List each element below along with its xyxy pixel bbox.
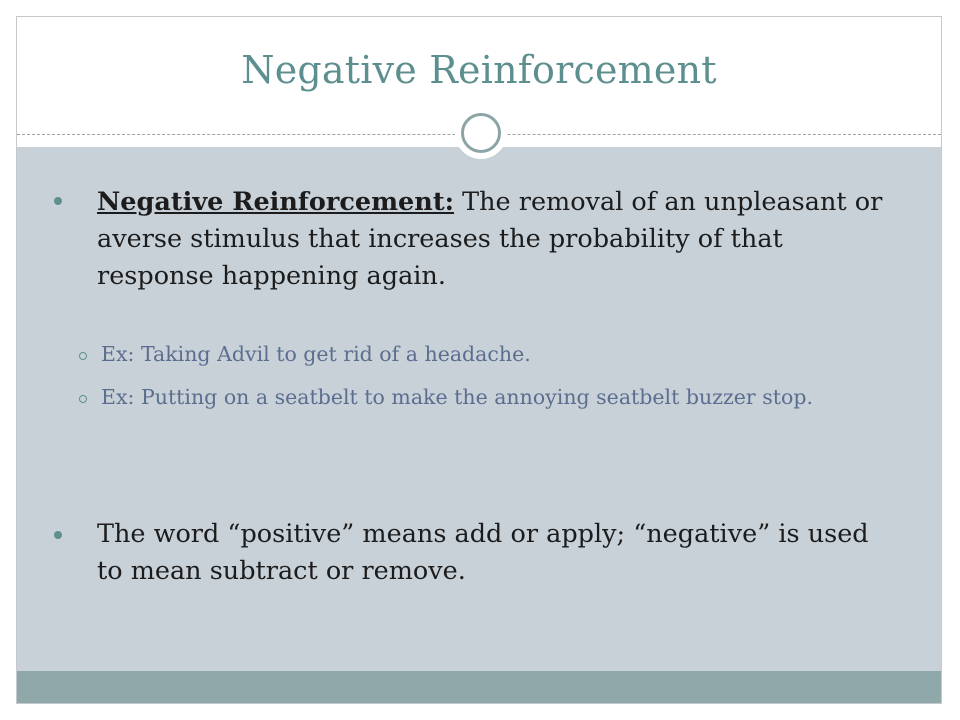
subbullet-item: Ex: Putting on a seatbelt to make the annoying seatbelt buzzer stop. [101, 385, 813, 409]
bullet-dot-icon [54, 531, 62, 539]
slide-title: Negative Reinforcement [241, 48, 717, 92]
slide-frame [16, 16, 942, 704]
subbullet-item: Ex: Taking Advil to get rid of a headache. [101, 342, 531, 366]
subbullet-circle-icon [79, 352, 87, 360]
ring-icon [461, 113, 501, 153]
bullet-item-note: The word “positive” means add or apply; “negative” is used to mean subtract or remove. [97, 519, 869, 586]
definition-text: The removal of an unpleasant or averse stimulus that increases the probability of that response happening again. [97, 187, 883, 291]
bullet-item-definition [97, 184, 897, 295]
content-area [17, 147, 941, 671]
subbullet-circle-icon [79, 395, 87, 403]
footer-band [17, 671, 941, 704]
bullet-list [17, 147, 941, 671]
bullet-dot-icon [54, 197, 62, 205]
definition-term: Negative Reinforcement: [97, 187, 455, 217]
